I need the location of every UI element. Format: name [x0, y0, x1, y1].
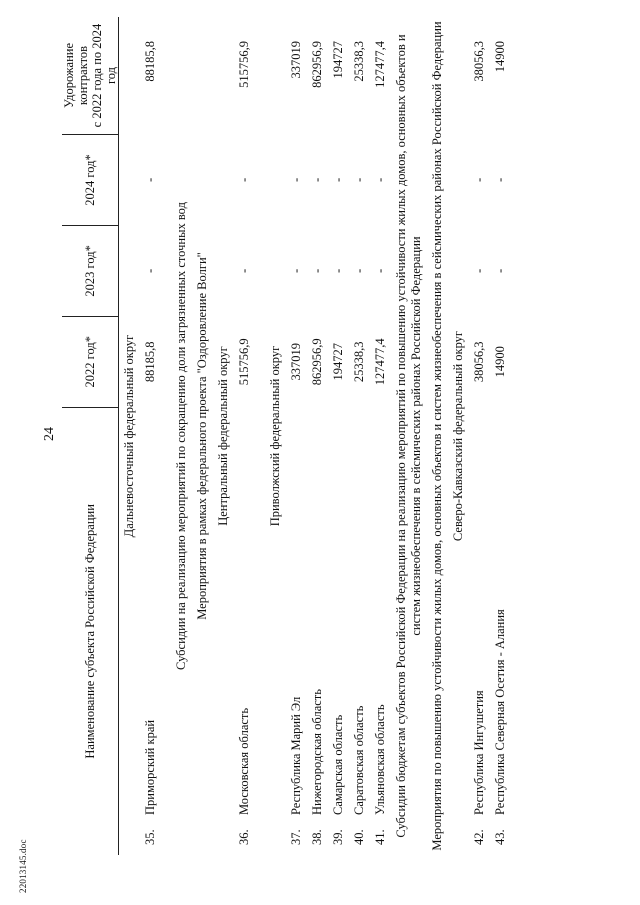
section-heading: Дальневосточный федеральный округ — [122, 334, 136, 538]
value-cost-increase: 14900 — [493, 41, 507, 73]
table-row — [490, 17, 511, 855]
row-number: 35. — [143, 829, 157, 845]
value-2024: - — [472, 177, 486, 183]
spacer-row — [255, 17, 265, 855]
spacer-cell — [255, 17, 265, 855]
subject-name: Ульяновская область — [373, 704, 387, 815]
table-row — [307, 17, 328, 855]
section-heading-row — [171, 17, 192, 855]
table-header-row — [62, 17, 119, 855]
value-cost-increase: 127477,4 — [373, 41, 387, 88]
subject-name: Самарская область — [331, 714, 345, 815]
value-2022: 515756,9 — [237, 338, 251, 386]
value-2023: - — [289, 268, 303, 273]
value-2022: 194727 — [331, 343, 345, 381]
row-number: 37. — [289, 829, 303, 845]
value-2022: 25338,3 — [352, 341, 366, 383]
page-number: 24 — [42, 427, 57, 441]
section-heading: Центральный федеральный округ — [216, 346, 230, 526]
value-2022: 88185,8 — [143, 341, 157, 383]
header-cost-increase — [62, 17, 119, 135]
subject-cell — [286, 407, 307, 855]
value-2023: - — [310, 268, 324, 273]
value-2023: - — [143, 268, 157, 273]
document-id: 22013145.doc — [18, 839, 28, 893]
row-number: 42. — [472, 829, 486, 845]
row-number: 39. — [331, 829, 345, 845]
subject-cell — [349, 407, 370, 855]
section-heading: Приволжский федеральный округ — [268, 345, 282, 527]
value-2022: 862956,9 — [310, 338, 324, 386]
header-year-2024: 2024 год* — [62, 135, 119, 226]
table-row — [328, 17, 349, 855]
spacer-row — [161, 17, 171, 855]
value-cost-increase: 88185,8 — [143, 41, 157, 82]
table-row — [469, 17, 490, 855]
value-cost-increase: 194727 — [331, 41, 345, 79]
value-cost-increase: 862956,9 — [310, 41, 324, 88]
value-2024: - — [237, 177, 251, 183]
section-heading: Мероприятия в рамках федерального проекта "Оздоровление Волги" — [195, 252, 209, 620]
value-cost-increase: 337019 — [289, 41, 303, 79]
value-2024: - — [289, 177, 303, 183]
subject-cell — [140, 407, 161, 855]
header-subject-name: Наименование субъекта Российской Федерации — [62, 407, 119, 855]
table-row — [234, 17, 255, 855]
value-2023: - — [352, 268, 366, 273]
value-2024: - — [310, 177, 324, 183]
value-cost-increase: 515756,9 — [237, 41, 251, 88]
section-heading-row — [265, 17, 286, 855]
value-2023: - — [237, 268, 251, 273]
subject-cell — [328, 407, 349, 855]
table-row — [370, 17, 391, 855]
subject-name: Саратовская область — [352, 705, 366, 815]
value-2022: 127477,4 — [373, 338, 387, 386]
row-number: 40. — [352, 829, 366, 845]
subject-cell — [490, 407, 511, 855]
subject-name: Республика Марий Эл — [289, 696, 303, 815]
table-row — [286, 17, 307, 855]
spacer-cell — [161, 17, 171, 855]
section-heading-row — [192, 17, 213, 855]
section-heading: Субсидии бюджетам субъектов Российской Федерации на реализацию мероприятий по повышению устойчивости жилых домов, основных объектов и систем жизнеобеспечения в сейсмических районах Российской Федерации — [394, 34, 423, 838]
section-heading: Мероприятия по повышению устойчивости жилых домов, основных объектов и систем жизнеобеспечения в сейсмических районах Российской Федерации — [430, 21, 444, 851]
value-2024: - — [493, 177, 507, 183]
value-2023: - — [331, 268, 345, 273]
header-year-2022: 2022 год* — [62, 316, 119, 407]
value-2024: - — [352, 177, 366, 183]
value-2022: 38056,3 — [472, 341, 486, 383]
value-cost-increase: 38056,3 — [472, 41, 486, 82]
row-number: 38. — [310, 829, 324, 845]
subsidy-table — [62, 17, 511, 855]
header-cost-line-1: Удорожание контрактов — [62, 43, 90, 109]
value-2022: 14900 — [493, 346, 507, 378]
value-2024: - — [373, 177, 387, 183]
subject-name: Нижегородская область — [310, 689, 324, 815]
value-2024: - — [143, 177, 157, 183]
subject-name: Республика Северная Осетия - Алания — [493, 609, 507, 815]
section-heading-row — [213, 17, 234, 855]
table-body — [119, 17, 512, 855]
value-2023: - — [493, 268, 507, 273]
table-row — [140, 17, 161, 855]
row-number: 41. — [373, 829, 387, 845]
value-2022: 337019 — [289, 343, 303, 381]
subject-cell — [469, 407, 490, 855]
table-row — [349, 17, 370, 855]
section-heading-row — [119, 17, 141, 855]
section-heading-row — [427, 17, 448, 855]
subject-cell — [307, 407, 328, 855]
row-number: 36. — [237, 829, 251, 845]
value-2023: - — [472, 268, 486, 273]
subject-name: Республика Ингушетия — [472, 690, 486, 815]
section-heading-row — [391, 17, 427, 855]
row-number: 43. — [493, 829, 507, 845]
section-heading: Субсидии на реализацию мероприятий по сокращению доли загрязненных сточных вод — [174, 202, 188, 670]
header-cost-line-2: с 2022 года по 2024 год — [90, 23, 118, 128]
header-year-2023: 2023 год* — [62, 225, 119, 316]
section-heading: Северо-Кавказский федеральный округ — [451, 330, 465, 542]
value-2024: - — [331, 177, 345, 183]
subject-cell — [370, 407, 391, 855]
subject-cell — [234, 407, 255, 855]
section-heading-row — [448, 17, 469, 855]
subject-name: Приморский край — [143, 719, 157, 815]
subject-name: Московская область — [237, 707, 251, 815]
value-cost-increase: 25338,3 — [352, 41, 366, 82]
value-2023: - — [373, 268, 387, 273]
